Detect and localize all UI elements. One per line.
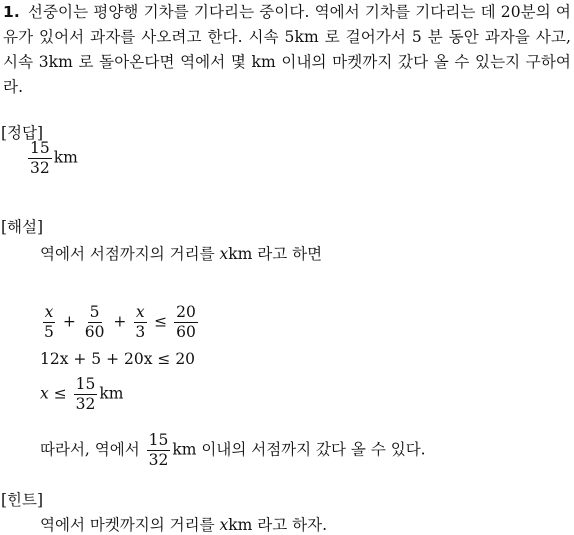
- eq3-fraction: [74, 376, 98, 413]
- answer-numerator: 15: [30, 139, 50, 157]
- hint-label: [힌트]: [1, 491, 44, 509]
- problem-text: 선중이는 평양행 기차를 기다리는 중이다. 역에서 기차를 기다리는 데 20분의 여유가 있어서 과자를 사오려고 한다. 시속 5km 로 걸어가서 5 분 동안 과자을 사고, 시속 3km 로 돌아온다면 역에서 몇 km 이내의 마켓까지 갔다 올 수 있는지 구하여라.: [3, 3, 571, 96]
- answer-unit: km: [53, 148, 78, 167]
- eq1-term3-num: x: [135, 303, 145, 321]
- solution-intro: [40, 242, 322, 264]
- hint-text: [40, 513, 327, 535]
- equation-3: [40, 376, 123, 413]
- solution-intro-text: 역에서 서점까지의 거리를: [40, 245, 220, 263]
- solution-intro-unit-text: km 라고 하면: [228, 245, 323, 263]
- eq3-num: 15: [75, 375, 96, 393]
- eq3-leq: ≤: [53, 384, 67, 403]
- hint-variable: x: [219, 516, 229, 534]
- eq1-leq: ≤: [154, 312, 168, 331]
- eq3-unit: km: [99, 384, 124, 403]
- solution-label: [해설]: [1, 218, 44, 236]
- equation-2: 12x + 5 + 20x ≤ 20: [40, 350, 196, 368]
- eq3-den: 32: [75, 395, 96, 413]
- eq1-term2: [83, 304, 107, 341]
- conclusion-num: 15: [148, 431, 169, 449]
- problem-statement: [3, 0, 571, 100]
- hint-pre: 역에서 마켓까지의 거리를: [40, 516, 220, 534]
- eq1-plus1: +: [62, 312, 76, 331]
- eq1-term1-num: x: [44, 303, 54, 321]
- hint-post: km 라고 하자.: [228, 516, 328, 534]
- answer-denominator: 32: [30, 159, 50, 177]
- equation-1: [40, 304, 200, 341]
- eq1-term2-den: 60: [84, 323, 105, 341]
- answer-fraction: [28, 140, 52, 177]
- solution-intro-variable: x: [219, 245, 229, 263]
- eq1-term3: [133, 304, 147, 341]
- problem-number: 1.: [3, 3, 20, 21]
- eq1-term3-den: 3: [135, 323, 146, 341]
- conclusion-post: km 이내의 서점까지 갔다 올 수 있다.: [172, 440, 426, 459]
- eq1-term2-num: 5: [89, 303, 100, 321]
- answer-label: [정답]: [1, 124, 44, 142]
- eq1-term1-den: 5: [44, 323, 54, 341]
- eq3-lhs: x: [40, 384, 49, 403]
- eq1-term1: [42, 304, 56, 341]
- conclusion-fraction: [147, 432, 171, 469]
- eq1-plus2: +: [113, 312, 127, 331]
- eq1-rhs-num: 20: [176, 303, 196, 321]
- answer-value: [26, 140, 78, 177]
- solution-conclusion: [40, 432, 426, 469]
- eq1-rhs-den: 60: [176, 323, 196, 341]
- conclusion-den: 32: [148, 451, 169, 469]
- eq1-rhs: [174, 304, 198, 341]
- conclusion-pre: 따라서, 역에서: [40, 440, 145, 459]
